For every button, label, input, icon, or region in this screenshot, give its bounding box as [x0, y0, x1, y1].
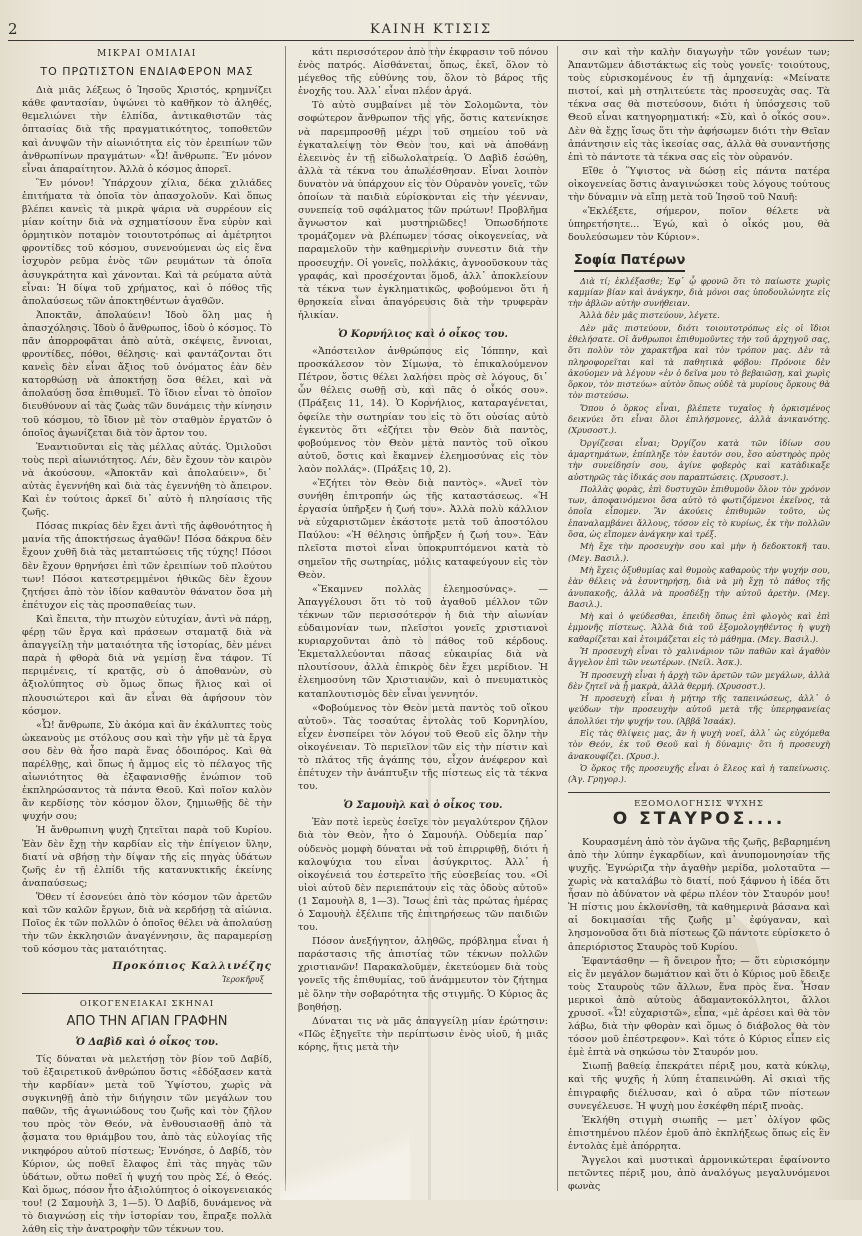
paragraph: Ἀποκτᾶν, ἀπολαύειν! Ἰδοὺ ὅλη μας ἡ ἀπασχόλησις. Ἰδοὺ ὁ ἄνθρωπος, ἰδοὺ ὁ κόσμος. Τὸ πᾶν ἀπορροφᾶται ἀπὸ αὐτὰ, σκέψεις, ἔννοιαι, φροντίδες, πόθοι, θέλησις· καὶ φαντάζονται ὅτι κανεὶς δὲν εἶναι ἄξιος τοῦ ὀνόματος ἐὰν δὲν κατορθώσῃ νὰ ἀποκτήσῃ ὅσα θέλει, καὶ νὰ ἀπολαύσῃ ὅσα ἐπιθυμεῖ. Τὸ ἴδιον εἶναι τὸ ὁποῖον διευθύνουν αἱ τὰς ζωὰς τῶν δυνάμεις τὴν κίνησιν τοῦ κόσμου, τὸ ἴδιον μὲ τὸν σταθμὸν ἐργατῶν ὁ ὁποῖος ἀγωνίζεται διὰ τὸν ἄρτον του.	[22, 309, 272, 439]
paragraph: Ἓν μόνον! Ὑπάρχουν χίλια, δέκα χιλιάδες ἐπιτήματα τὰ ὁποῖα τὸν ἀπασχολοῦν. Καὶ ὅπως βλέπει κανεὶς τὰ μικρὰ ψάρια νὰ συρρέουν εἰς μίαν κοίτην διὰ νὰ σχηματίσουν ἕνα εὐρὺν καὶ ὁρμητικὸν ποταμὸν τοιουτοτρόπως αἱ ἀμέτρητοι φροντίδες τοῦ κόσμου, συνενούμεναι ὡς εἰς ἕνα ἰσχυρὸν ρεῦμα ἑνὸς τῶν ρευμάτων τὰ ὁποῖα ἀσυγκράτητα καὶ χάνονται. Καὶ τὰ ρεύματα αὐτὰ εἶναι: Ἡ δίψα τοῦ χρήματος, καὶ ὁ πόθος τῆς ἀπολαύσεως τῶν ἀποκτηθέντων ἀγαθῶν.	[22, 177, 272, 307]
paragraph: «Ἐκλέξετε, σήμερον, ποῖον θέλετε νὰ ὑπηρετήσητε... Ἐγώ, καὶ ὁ οἶκός μου, θὰ δουλεύσωμεν τὸν Κύριον».	[568, 206, 830, 244]
saying: Ὁ ὅρκος τῆς προσευχῆς εἶναι ὁ ἔλεος καὶ ἡ ταπείνωσις. (Ἀγ. Γρηγορ.).	[568, 762, 830, 785]
paragraph: Ἐφαντάσθην — ἢ ὄνειρον ἦτο; — ὅτι εὑρισκόμην εἰς ἕν μεγάλον δωμάτιον καὶ ὅτι ὁ Κύριος μοῦ ἔδειξε τοὺς Σταυροὺς τῶν ἄλλων, ἕνα πρὸς ἕνα. Ἦσαν μερικοὶ ἀπὸ αὐτοὺς ἀδαμαντοκόλλητοι, ἄλλοι χρυσοῖ. «Ὦ! εὐχαριστῶ», εἶπα, «μὲ ἀρέσει καὶ θὰ τὸν λάβω, διὰ τὴν φθορὰν καὶ ὅμως ὁ διάβολος θὰ τὸν τόσον μοῦ ἐπέστρεφον». Καὶ τότε ὁ Κύριος εἶπεν εἰς ἐμὲ ἑπτὰ νὰ σηκώσω τὸν Σταυρόν μου.	[568, 955, 830, 1059]
paragraph: «Ὦ! ἄνθρωπε, Σὺ ἀκόμα καὶ ἂν ἐκάλυπτες τοὺς ὠκεανοὺς με στόλους σου καὶ τὴν γῆν μὲ τὰ ἔργα σου δὲν θὰ ἦσο παρὰ ἕνας ὁδοιπόρος. Καὶ θὰ παρέλθῃς, καὶ ὅπως ἡ ἄμμος εἰς τὸ πέλαγος τῆς αἰωνιότητος θὰ ἐξαφανισθῇς ἐνώπιον τοῦ ἐκπληρώσαντος τὰ πάντα Θεοῦ. Καὶ ποῖον καλὸν ἂν κερδίσῃς τὸν κόσμον ὅλον, ζημιωθῇς δὲ τὴν ψυχήν σου;	[22, 719, 272, 823]
paragraph: σιν καὶ τὴν καλὴν διαγωγὴν τῶν γονέων των; Ἀπαντῶμεν ἀδιστάκτως εἰς τοὺς γονεῖς· τοιούτους, τοὺς εὑρισκομένους ἐν τῇ ἀμηχανίᾳ: «Μείνατε πιστοί, καὶ μὴ στηλιτεύετε τὰς προσευχὰς σας. Τὰ τέκνα σας θὰ πιστεύσουν, διότι ἡ ὑπόσχεσις τοῦ Θεοῦ εἶναι κατηγορηματική: «Σὺ, καὶ ὁ οἶκός σου». Δὲν θὰ ἔχῃς ἴσως ὅτι τὴν ἀφήσωμεν διότι τὴν Θεῖαν ἀπάντησιν εἰς τὰς ἱκεσίας σας, ἀλλὰ θὰ συναντήσῃς ἐπὶ τὸ πάντοτε τὰ τέκνα σας εἰς τὸν οὐρανόν.	[568, 47, 830, 163]
saying: Ἀλλὰ δὲν μᾶς πιστεύουν, λέγετε.	[580, 310, 720, 321]
saying: Δὲν μᾶς πιστεύουν, διότι τοιουτοτρόπως εἰς οἱ ἴδιοι ἐθελήσατε. Οἱ ἄνθρωποι ἐπιθυμοῦντες τὴν τοῦ ἀρχηγοῦ σας, ὅτι πολὺν τὸν χαρακτῆρα καὶ τὸν τρόπον μας. Δὲν τὰ πληροφορεῖται καὶ τὰ παθητικὰ φόβου: Πρόνοιε δὲν ἀκούομεν νὰ λέγουν «ἐν ὁ δεῖνα μου τὸ βεβαιῶσῃ, καὶ χωρὶς ὅρκον, τὸν πιστεύω» αὐτὸν ὅπως οὐδὲ τὰ μυρίους ὅρκους θὰ τὸν πιστεύσω.	[568, 322, 830, 401]
column-3	[568, 46, 830, 1191]
paragraph: Ἡ ἄνθρωπινη ψυχὴ ζητεῖται παρὰ τοῦ Κυρίου. Ἐὰν δὲν ἔχῃ τὴν καρδίαν εἰς τὴν ἐπίγειον ὕλην, διατί νὰ σβήσῃ τὴν δίψαν τῆς εἰς πηγὰς ὑδάτων ζωῆς ἐν τῇ ἐλπίδι τῆς κατανυκτικῆς ἐκείνης ἀναπαύσεως;	[22, 825, 272, 889]
paragraph: «Ἔκαμνεν πολλὰς ἐλεημοσύνας». — Ἀπαγγέλουσι ὅτι τὸ τοῦ ἀγαθοῦ μέλλον τῶν τέκνων τῶν περισσότερον ἡ διὰ τὴν αἰωνίαν εὐδαιμονίαν των, πλεῖστοι γονεῖς χριστιανοὶ κυριαρχοῦνται ἀπὸ τὸ πάθος τοῦ κέρδους. Ἐκμεταλλεύονται πᾶσας εὐκαιρίας διὰ νὰ πλουτίσουν, ἀλλὰ ἐπικρὸς δὲν ἔχει μερίδιον. Ἡ ἐλεημοσύνη τῶν Χριστιανῶν, καὶ ὁ πνευματικὸς καταπλουτισμὸς δὲν εἶναι γεννητόν.	[298, 583, 548, 700]
section-kicker: ΕΞΟΜΟΛΟΓΗΣΙΣ ΨΥΧΗΣ	[568, 792, 830, 811]
masthead: ΚΑΙΝΗ ΚΤΙΣΙΣ	[369, 22, 493, 37]
saying: Ἡ προσευχὴ εἶναι ἡ μήτηρ τῆς ταπεινώσεως, ἀλλ᾽ ὁ ψεύδων τὴν προσευχὴν αὐτοῦ μετὰ τῆς ὑπερηφανείας ἀπολλύει τὴν ψυχήν του. (Ἀββᾶ Ἰσαάκ).	[568, 693, 830, 726]
paragraph: Τὸ αὐτὸ συμβαίνει μὲ τὸν Σολομῶντα, τὸν σοφώτερον ἄνθρωπον τῆς γῆς, ὅστις κατενίκησε νὰ παρεμπροσθῇ μέχρι τοῦ σημείου τοῦ νὰ ἐγκαταλείψῃ τὸν Θεὸν του, καὶ νὰ ἀποθάνῃ ἐλεεινὸς ἐν τῇ εἰδωλολατρείᾳ. Ὁ Δαβὶδ ἐσώθη, ἀλλὰ τὰ τέκνα του ἀπωλέσθησαν. Εἶναι λοιπὸν δυνατὸν νὰ ὑπάρχουν εἰς τὸν Οὐρανὸν γονεῖς, τῶν ὁποίων τὰ παιδιὰ εὑρίσκονται εἰς τὴν γέενναν, συνεπείᾳ τοῦ σφάλματος τῶν πρώτων! Προβλῆμα ἄγνωστον καὶ μυστηριῶδες! Ὁπωσδήποτε τρομάζομεν νὰ βλέπωμεν τόσας οἰκογενείας, νὰ παραμελοῦν τὴν καθημερινὴν συνεστιν διὰ τὴν προσευχήν. Οἱ γονεῖς, πολλάκις, ἀγνοοῦσκουν τὰς γραφάς, καὶ προσέχονται ὅμοδ, ἀλλ᾽ ἀποκλείουν τὰ τέκνα των ἐγκληματικῶς, φοβούμενοι ὅτι ἡ θρησκεία εἶναι ἀπαγόρευσις διὰ τὴν τρυφερὰν ἡλικίαν.	[298, 100, 548, 321]
sayings-block	[568, 276, 830, 786]
saying: Πολλὰς φορὰς, ἐπὶ δυστυχῶν ἐπιθυμοῦν ὅλον τὸν χρόνον των, ἀποφαινόμενοι ὅσα αὐτὸ τὸ φωτιζόμενοι ἐκεῖνος, τὰ ὁποῖα εἶπομεν. Ἂν ἀκούεις ἐπιθυμῶν τοῦτο, ὡς ἐπαναλαμβάνει ἄλλους, τόσον εἰς τὸ κυρίως, ἐκ τὴν πολλῶν ὅσα, ὡς εἴπομεν ἀνάγκην καὶ τρέξ.	[568, 483, 830, 540]
saying: Ἡ προσευχὴ εἶναι ἡ ἀρχὴ τῶν ἀρετῶν τῶν μεγάλων, ἀλλὰ δὲν ζητεῖ νὰ ᾖ μακρὰ, ἀλλὰ θερμή. (Χρυσοστ.).	[568, 669, 830, 691]
paragraph: «Ἀπόστειλον ἀνθρώπους εἰς Ἰόππην, καὶ προσκάλεσον τὸν Σίμωνα, τὸ ἐπικαλούμενον Πέτρον, ὅστις θέλει λαλήσει πρὸς σὲ λόγους, δι᾽ ὧν θέλεις σωθῇ σὺ, καὶ πᾶς ὁ οἶκός σου». (Πράξεις 11, 14). Ὁ Κορνήλιος, καταραγένεται, ὀφείλε τὴν σωτηρίαν του εἰς τὸ ὅτι οὐσίας αὐτὸ ἐγκεντὸς ὅτι «ἐζήτει τὸν Θεὸν διὰ παντὸς, φοβούμενος τὸν Θεὸν μετὰ παντὸς τοῦ οἴκου αὐτοῦ, ὅστις καὶ ἔκαμνεν ἐλεημοσύνας εἰς τὸν λαὸν πολλάς». (Πράξεις 10, 2).	[298, 346, 548, 475]
page-header	[0, 18, 862, 40]
paragraph: Ἐκλήθη στιγμὴ σιωπῆς — μετ᾽ ὀλίγον φῶς ἐπιστημένου πλέον ἐμοῦ ἀπὸ ἐκπλήξεως ὅπως εἰς ἓν ἐντολὰς ἐμὲ ἀπόρρητα.	[568, 1114, 830, 1152]
saying: Μὴ ἔχεις ὀξυθυμίας καὶ θυμοὺς καθαροὺς τὴν ψυχήν σου, ἐὰν θέλεις νὰ ἐσυντηρήσῃ, διὰ νὰ μὴ ἔχῃ τὸ πάθος τῆς ἀνυπακοῆς, ἀλλὰ νὰ προσδέξῃ τὴν αὐτοῦ ἀρετὴν. (Μεγ. Βασιλ.).	[568, 564, 830, 609]
saying: Ἡ προσευχὴ εἶναι τὸ χαλινάριον τῶν παθῶν καὶ ἀγαθὸν ἄγγελον ἐπὶ τῶν νεωτέρων. (Νείλ. Ἀσκ.).	[568, 646, 830, 668]
paragraph: Δύναται τις νὰ μᾶς ἀπαγγείλῃ μίαν ἐρώτησιν: «Πῶς ἐξηγεῖτε τὴν περίπτωσιν ἐνὸς υἱοῦ, ἡ μιᾶς κόρης, ἥτις μετὰ τὴν	[298, 1015, 548, 1053]
saying: Μὴ καὶ ὁ ψεύδεσθαι, ἐπειδὴ ὅπως ἐπὶ φλογὸς καὶ ἐπὶ ἐμμονῆς πίστεως. Ἀλλὰ διὰ τοῦ ἐξομολογηθέντος ἡ ψυχὴ καθαρίζεται καὶ ἑτοιμάζεται εἰς τὸ μάθημα. (Μεγ. Βασιλ.).	[568, 611, 830, 644]
paragraph: Πόσας πικρίας δὲν ἔχει ἀντὶ τῆς ἀφθονότητος ἡ μανία τῆς ἀποκτήσεως ἀγαθῶν! Πόσα δάκρυα δὲν ἔχουν χυθῆ διὰ τὰς μεταπτώσεις τῆς τύχης! Πόσοι δὲν ἔχουν θρηνήσει ἐπὶ τῶν ἐρειπίων τοῦ πλούτου των! Πόσοι κατεστρεμμένοι ἠθικῶς δὲν ἔχουν ζητήσει ἀπὸ τὸν ἰδίον καθαυτὸν θάνατον ὅσα μὴ ἐπέτυχον εἰς τὰς προσπαθείας των.	[22, 521, 272, 611]
torn-corner	[280, 1130, 410, 1200]
header-rule	[8, 40, 854, 41]
author-title: Ἱεροκῆρυξ	[222, 975, 264, 985]
column-divider	[557, 46, 558, 1191]
saying: Ὅπου ὁ ὅρκος εἶναι, βλέπετε τυχαῖος ἡ ὁρκισμένος δεικνύει ὅτι εἶναι ὅλοι ἐπιλήσμονες, ἀλλὰ ἀνικανότης. (Χρυσοστ.).	[568, 402, 830, 436]
article-title: Ο ΣΤΑΥΡΟΣ....	[612, 808, 786, 829]
paragraph: «Φοβούμενος τὸν Θεὸν μετὰ παντὸς τοῦ οἴκου αὐτοῦ». Τὰς τοσαύτας ἐντολὰς τοῦ Κορνηλίου, εἶχεν ἐνσπείρει τὸν λόγον τοῦ Θεοῦ εἰς ὅλην τὴν οἰκογένειαν. Τὸ περιεῖλον τῶν εἰς τὴν πίστιν καὶ τὸ πλάτος τῆς ἀγάπης του, εἶχον ἀνέφερον καὶ ἐπέτυχεν τὴν ἀνάπτυξιν τῆς πίστεως εἰς τὰ τέκνα του.	[298, 702, 548, 793]
paragraph: Κουρασμένη ἀπὸ τὸν ἀγῶνα τῆς ζωῆς, βεβαρημένη ἀπὸ τὴν λύπην ἐγκαρδίων, καὶ ἀνυπομονησίαν τῆς ψυχῆς. Ἐγνώριζα τὴν ἀγαθὴν μερίδα, μολοταῦτα — χωρὶς νὰ καταλάβω τὸ διατί, πού ξάφνου ἡ ἰδέα ὅτι ἦσαν πὸ ἀδύνατον νὰ φέρω πλέον τὸν Σταυρόν μου! Ἡ πίστις μου ἐκλονίσθη, τὰ καθημερινὰ βάσανα καὶ αἱ δοκιμασίαι τῆς ζωῆς μ᾽ ἐφύγαναν, καὶ λησμονοῦσα ὅτι διὰ πίστεως ζῶ πάντοτε εὑρίσκετο ὁ ἀπεριόριστος Σταυρὸς τοῦ Κυρίου.	[568, 836, 830, 953]
column-1	[22, 46, 272, 1236]
page-number: 2	[8, 20, 18, 38]
paragraph: κάτι περισσότερον ἀπὸ τὴν ἐκφρασιν τοῦ πόνου ἑνὸς πατρός. Αἰσθάνεται, ὅπως, ἐκεῖ, ὅλον τὸ μέγεθος τῆς εὐθύνης του, ὅλον τὸ βάρος τῆς ἐνοχῆς του. Ἀλλ᾽ εἶναι πλέον ἀργά.	[298, 47, 548, 98]
paragraph: Εἴθε ὁ Ὕψιστος νὰ δώσῃ εἰς πάντα πατέρα οἰκογενείας ὅστις ἀναγινώσκει τοὺς λόγους τούτους τὴν δύναμιν νὰ εἴπῃ μετὰ τοῦ Ἰησοῦ τοῦ Ναυῆ:	[568, 165, 830, 204]
paragraph: Πόσον ἀνεξήγητον, ἀληθῶς, πρόβλημα εἶναι ἡ παράστασις τῆς ἀπιστίας τῶν τέκνων πολλῶν χριστιανῶν! Παρακαλοῦμεν, ἐκετεύομεν διὰ τοὺς γονεῖς τῆς ἐπιθυμίας, τοῦ ἀνάμμευτον τὸν ζήτημα μὲ ὅλην τὴν σοβαρότητα τῆς στιγμῆς. Ὁ Κύριος ἂς βοηθήσῃ.	[298, 936, 548, 1013]
paragraph: Διὰ μιᾶς λέξεως ὁ Ἰησοῦς Χριστός, κρημνίζει κάθε φαντασίαν, ὑψώνει τὸ καθῆκον τὸ ἀληθές, θεμελιώνει τὴν ἐλπίδα, ἀντικαθιστῶν τὰς ὀπτασίας διὰ τῆς πραγματικότητος, τοποθετῶν καὶ ἀνυψῶν τὴν αἰωνιότητα εἰς τὸν ἐρειπίων τῶν ἀνθρωπίνων πραγμάτων· «Ὦ! ἄνθρωπε. Ἓν μόνον εἶναι ἀπαραίτητον. Ἀλλὰ ὁ κόσμος ἀπορεῖ.	[22, 85, 272, 175]
paragraph: Ἐὰν ποτὲ ἱερεὺς ἐσεῖχε τὸν μεγαλύτερον ζῆλον διὰ τὸν Θεὸν, ἦτο ὁ Σαμουήλ. Οὐδεμία παρ᾽ οὐδενὸς μομφὴ δύναται νὰ τοῦ ἐπιρριφθῇ, διότι ἡ καλοψύχια του εἶναι ἀσύγκριτος. Ἀλλ᾽ ἡ οἰκογένειά του ἐστερεῖτο τῆς εὐσεβείας του. «Οἱ υἱοὶ αὐτοῦ δὲν περιεπάτουν εἰς τὰς ὁδοὺς αὐτοῦ» (1 Σαμουὴλ 8, 1—3). Ἴσως ἐπὶ τὰς πρώτας ἡμέρας ὁ Σαμουὴλ ἐξέλιπε τῆς ἐπιτηρήσεως τῶν παιδιῶν του.	[298, 817, 548, 934]
article-subtitle: Ὁ Δαβὶδ καὶ ὁ οἶκος του.	[75, 1036, 219, 1048]
paragraph: Καὶ ἔπειτα, τὴν πτωχὸν εὐτυχίαν, ἀντὶ νὰ πάρῃ, φέρῃ τῶν ἔργα καὶ πράσεων σταματᾷ διὰ νὰ ἀπαγγείλῃ τὴν ματαιότητα τῆς ἱστορίας, δὲν μένει παρὰ ἡ φθορὰ διὰ νὰ γεμίσῃ ἕνα τάφον. Τί περιμένεις, τί κρατᾷς, σὺ ὁ ἀποθανὼν, σὺ ἀξιολύπητος σὺ ὅμως ὅπως ἥλιος καὶ οἱ πλουσιώτεροι καὶ ἂν εἶναι θὰ ἀφήσουν τὸν κόσμον.	[22, 613, 272, 717]
paragraph: Τίς δύναται νὰ μελετήσῃ τὸν βίον τοῦ Δαβίδ, τοῦ ἐξαιρετικοῦ ἀνθρώπου ὅστις «ἐδόξασεν κατὰ τὴν καρδίαν» μετὰ τοῦ Ὑψίστου, χωρὶς νὰ συγκινηθῇ ἀπὸ τὴν διήγησιν τῶν μεγάλων του παθῶν, τῆς ἀγωνιώδους του ζωῆς καὶ τὸν ζῆλον του πρὸς τὸν Θεόν, νὰ ἐνθουσιασθῇ ἀπὸ τὰ ᾄσματα του θριάμβου του, ἀπὸ τὰς εὐλογίας τῆς νικηφόρου αὐτοῦ πίστεως; Ἐννόησε, ὁ Δαβίδ, τὸν Κύριον, ὡς ποθεῖ ἔλαφος ἐπὶ τὰς πηγὰς τῶν ὑδάτων, οὕτω ποθεῖ ἡ ψυχή του πρὸς Σέ, ὁ Θεός. Καὶ ὅμως, πόσον ἦτο ἀξιολύπητος ὁ οἰκογενειακός του! (2 Σαμουὴλ 3, 1—5). Ὁ Δαβίδ, δυνάμενος νὰ τὸ διαγνώσῃ εἰς τὴν ἱστορίαν του, ἔπραξε πολλὰ λάθη εἰς τὴν ἀνατροφὴν τῶν τέκνων του.	[22, 1053, 272, 1236]
saying: Εἰς τὰς θλίψεις μας, ἂν ἡ ψυχὴ νοεῖ, ἀλλ᾽ ὡς εὐχόμεθα τὸν Θεόν, ἐκ τοῦ Θεοῦ καὶ ἡ δύναμις· ὅτι ἡ προσευχὴ ἀνακουφίζει. (Χρυσ.).	[568, 728, 830, 761]
paragraph: Ἐναντιοῦνται εἰς τὰς μέλλας αὐτάς. Ὁμιλοῦσι τοὺς περὶ αἰωνιότητος. Λέν, δὲν ἔχουν τὸν καιρὸν νὰ ἀκούσουν. «Ἀποκτᾶν καὶ ἀπολαύειν», δι᾽ αὐτὰς ἐγεννήθη καὶ διὰ τὰς ἐγεννήθη τὸ ἄπειρον. Καὶ ἐν τούτοις ἀρκεῖ δι᾽ αὐτὸ ἡ πλησίασις τῆς ζωῆς.	[22, 441, 272, 519]
section-title-text: Σοφία Πατέρων	[574, 253, 685, 272]
article-subtitle: Ὁ Σαμουὴλ καὶ ὁ οἶκος του.	[343, 800, 503, 812]
saying: Ὀργίζεσαι εἶναι; Ὀργίζου κατὰ τῶν ἰδίων σου ἁμαρτημάτων, ἐπίπληξε τὸν ἑαυτόν σου, ἔσο αὐστηρὸς πρὸς τὴν συνείδησίν σου, ἀγίνε φοβερὸς καὶ κατὰδικαξε αὐστηρῶς τὰς ἰδικάς σου παραπτώσεις. (Χρυσοστ.).	[568, 437, 830, 482]
author-signature: Προκόπιος Καλλινέζης	[112, 960, 272, 973]
section-kicker: ΟΙΚΟΓΕΝΕΙΑΚΑΙ ΣΚΗΝΑΙ	[22, 993, 272, 1011]
paragraph: Ἄγγελοι καὶ μυστικαὶ ἀρμονικώτεραι ἐφαίνοντο πετῶντες πέριξ μου, ἀπὸ ἀναλόγως μεγαλυνόμενοι φωνὰς	[568, 1155, 830, 1193]
paragraph: Σιωπῇ βαθείᾳ ἐπεκράτει πέριξ μου, κατὰ κύκλῳ, καὶ τῆς ψυχῆς ἡ λύπη ἐταπεινώθη. Αἱ σκιαὶ τῆς ἐπιγραφῆς διέλυσαν, καὶ ὁ αὔρα τῶν πίστεων συνεγέλευσε. Ἡ ψυχὴ μου ἐσκέφθη πέριξ πνοὰς.	[568, 1061, 830, 1112]
paragraph: Ὅθεν τί ἐσονεύει ἀπὸ τὸν κόσμον τῶν ἀρετῶν καὶ τῶν καλῶν ἔργων, διὰ νὰ κερδήσῃ τὰ αἰώνια. Ποῖος ἐκ τῶν πολλῶν ὁ ὁποῖος θέλει νὰ ἀπολαύσῃ τὴν τῶν ἐκκλησιῶν ἀναγέννησιν, ἂς παραμερίσῃ τοῦ κόσμου τὰς ματαιότητας.	[22, 891, 272, 956]
column-2	[298, 46, 548, 1191]
paragraph: «Ἐζήτει τὸν Θεὸν διὰ παντὸς». «Ἀνεῖ τὸν συνήθη ἐπιτροπήν ὡς τῆς καταστάσεως. «Ἡ ἐργασία ὑπῆρξεν ἡ ζωή του». Ἀλλὰ πολὺ κάλλιον νὰ εὐχαριστῶμεν ἐκάστοτε μετὰ τοῦ ἀποστόλου Παύλου: «Ἡ θέλησις ὑπῆρξεν ἡ ζωή του». Ἐὰν πλεῖστα πιστοὶ εἶναι ὑποκρυπτόμενοι κατὰ τὸ σημεῖον τῆς σωτηρίας, μόλις καταφεύγουν εἰς τὸν Θεὸν.	[298, 478, 548, 581]
saying: Μὴ ἔχε τὴν προσευχὴν σου καὶ μὴν ἡ δεδοκτοκῆ ταυ. (Μεγ. Βασιλ.).	[568, 541, 830, 563]
section-title	[568, 254, 830, 267]
saying: Διὰ τί; ἐκλέξασθε; Ἐφ᾽ ᾧ φρονῶ ὅτι τὸ παίωστε χωρὶς καμμίαν βίαν καὶ ἀνάγκην, διὰ μόνοι σας ὑποδουλώνητε εἰς τὴν ἁβλῶν αὐτὴν συνήθειαν.	[568, 275, 830, 309]
article-title: ΤΟ ΠΡΩΤΙΣΤΟΝ ΕΝΔΙΑΦΕΡΟΝ ΜΑΣ	[40, 65, 254, 79]
article-title: ΑΠΟ ΤΗΝ ΑΓΙΑΝ ΓΡΑΦΗΝ	[66, 1013, 228, 1029]
column-divider	[285, 46, 286, 1191]
section-kicker: ΜΙΚΡΑΙ ΟΜΙΛΙΑΙ	[97, 49, 197, 59]
article-subtitle: Ὁ Κορνήλιος καὶ ὁ οἶκος του.	[338, 328, 508, 340]
